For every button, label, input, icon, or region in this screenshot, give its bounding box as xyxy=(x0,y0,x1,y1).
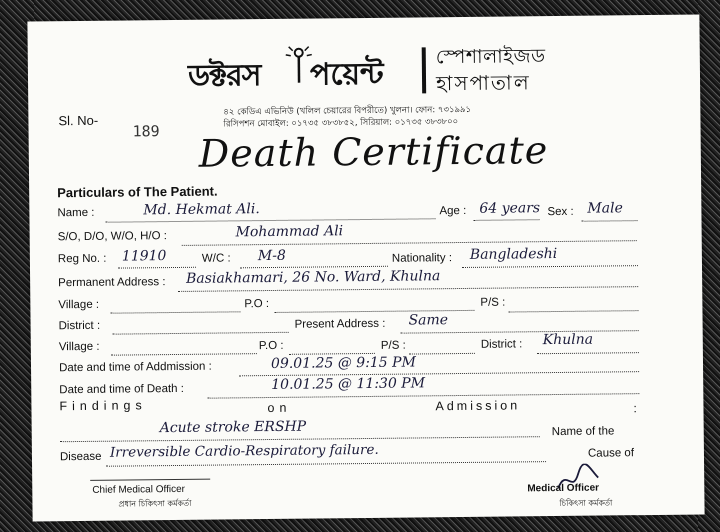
ps-label: P/S : xyxy=(480,296,506,309)
hospital-name-doctors: ডক্টরস xyxy=(187,58,261,94)
sex-value: Male xyxy=(587,200,623,217)
reg-line xyxy=(118,267,196,269)
certificate-title: Death Certificate xyxy=(198,128,549,176)
district-label: District : xyxy=(58,319,101,333)
wc-line xyxy=(240,266,388,269)
findings-colon: : xyxy=(633,401,637,416)
admission-datetime-line xyxy=(239,371,639,376)
po2-label: P.O : xyxy=(258,339,284,353)
death-datetime-label: Date and time of Death : xyxy=(59,382,184,397)
admission-datetime-value: 09.01.25 @ 9:15 PM xyxy=(270,354,416,372)
permanent-address-label: Permanent Address : xyxy=(58,276,166,290)
relation-label: S/O, D/O, W/O, H/O : xyxy=(57,230,167,244)
age-label: Age : xyxy=(439,204,467,218)
ps-line xyxy=(508,310,638,312)
disease-line xyxy=(106,461,546,467)
present-address-line xyxy=(401,330,639,333)
permanent-address-value: Basiakhamari, 26 No. Ward, Khulna xyxy=(186,268,441,287)
district2-value: Khulna xyxy=(542,331,594,349)
present-address-label: Present Address : xyxy=(294,317,386,331)
wc-value: M-8 xyxy=(257,247,286,265)
disease-label: Disease xyxy=(59,450,102,464)
sex-label: Sex : xyxy=(547,205,574,219)
district2-label: District : xyxy=(480,338,523,351)
nationality-line xyxy=(462,265,638,268)
name-value: Md. Hekmat Ali. xyxy=(143,201,260,219)
findings-value: Acute stroke ERSHP xyxy=(159,418,307,437)
name-label: Name : xyxy=(57,206,95,220)
village2-line xyxy=(111,353,257,356)
admission-label: Admission xyxy=(435,398,521,414)
findings-label: Findings xyxy=(59,398,147,414)
reg-label: Reg No. : xyxy=(57,252,107,266)
po-label: P.O : xyxy=(244,298,270,311)
findings-line xyxy=(60,436,540,442)
ps2-line xyxy=(409,353,475,355)
hospital-name-specialized: স্পেশালাইজড xyxy=(435,45,546,69)
name-line xyxy=(106,218,436,222)
age-line xyxy=(474,219,540,221)
age-value: 64 years xyxy=(479,200,541,217)
village-line xyxy=(110,311,240,313)
village-label: Village : xyxy=(58,298,100,312)
death-datetime-line xyxy=(207,393,639,399)
reg-value: 11910 xyxy=(121,248,167,265)
district-line xyxy=(113,332,289,335)
admission-datetime-label: Date and time of Addmission : xyxy=(58,360,212,375)
name-of-the-label: Name of the xyxy=(551,425,615,439)
serial-value: 189 xyxy=(132,122,160,141)
hospital-header xyxy=(178,39,699,104)
medical-officer-label: Medical Officer xyxy=(527,482,600,495)
relation-line xyxy=(182,240,637,246)
header-divider xyxy=(422,47,426,93)
sex-line xyxy=(582,220,638,222)
cause-of-label: Cause of xyxy=(587,447,635,460)
medical-officer-bn-label: চিকিৎসা কর্মকর্তা xyxy=(559,498,613,508)
nationality-value: Bangladeshi xyxy=(469,245,558,263)
permanent-address-line xyxy=(178,286,638,292)
relation-value: Mohammad Ali xyxy=(235,223,344,241)
section-title: Particulars of The Patient. xyxy=(57,183,218,201)
chief-medical-officer-label: Chief Medical Officer xyxy=(92,483,186,496)
nationality-label: Nationality : xyxy=(391,252,453,265)
hospital-name-hospital: হাসপাতাল xyxy=(435,70,531,96)
hospital-address: ৪২ কেডিএ এভিনিউ (খলিল চেয়ারের বিপরীতে) খুলনা। ফোন: ৭৩১৯৯১ xyxy=(223,104,472,118)
chief-medical-officer-bn-label: প্রধান চিকিৎসা কর্মকর্তা xyxy=(118,498,192,509)
death-datetime-value: 10.01.25 @ 11:30 PM xyxy=(271,375,426,393)
hospital-phone: রিসিপশন মোবাইল: ০১৭৩৫ ৩৮৩৮৫২, সিরিয়াল: ০১৭৩৫ ৩৮৩৮০০ xyxy=(223,117,459,130)
serial-label: Sl. No- xyxy=(58,112,99,129)
village2-label: Village : xyxy=(58,340,100,354)
ps2-label: P/S : xyxy=(380,339,406,352)
cmo-signature-line xyxy=(90,479,210,481)
certificate-paper xyxy=(27,14,704,521)
district2-line xyxy=(537,352,639,354)
disease-value: Irreversible Cardio-Respiratory failure. xyxy=(109,441,379,461)
wc-label: W/C : xyxy=(201,252,231,265)
present-address-value: Same xyxy=(408,312,449,329)
on-label: on xyxy=(267,400,292,416)
hospital-name-point: পয়েন্ট xyxy=(309,56,384,93)
